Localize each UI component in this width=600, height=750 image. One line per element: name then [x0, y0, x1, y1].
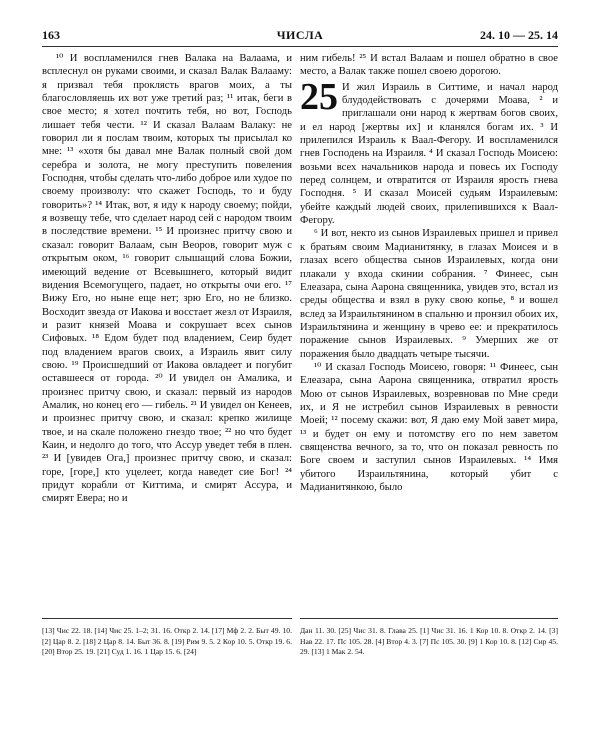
cross-references-right	[300, 626, 558, 736]
right-column	[300, 52, 558, 608]
verse-text: И жил Израиль в Ситтиме, и начал народ блудодействовать с дочерями Моава, ² и приглашали они народ к жертвам богов своих, и ел народ [жертвы их] и кланялся богам их. ³ И прилепился Израиль к Ваал-Фегору. И воспламенился гнев Господень на Израиля. ⁴ И сказал Господь Моисею: возьми всех начальников народа и повесь их Господу перед солнцем, и отвратится от Израиля ярость гнева Господня. ⁵ И сказал Моисей судьям Израилевым: убейте каждый людей своих, прилепившихся к Ваал-Фегору.	[300, 81, 558, 227]
verse-paragraph: ⁶ И вот, некто из сынов Израилевых пришел и привел к братьям своим Мадианитянку, в глазах Моисея и в глазах всего общества сынов Израилевых, когда они плакали у входа скинии собрания. ⁷ Финеес, сын Елеазара, сына Аарона священника, увидев это, встал из среды общества и взял в руку свою копье, ⁸ и вошел вслед за Израильтянином в спальню и пронзил обоих их, Израильтянина и женщину в чрево ее: и прекратилось поражение сынов Израилевых. ⁹ Умерших же от поражения было двадцать четыре тысячи.	[300, 228, 558, 360]
footnote-divider	[42, 618, 292, 619]
cross-reference-text: [13] Чис 22. 18. [14] Чис 25. 1–2; 31. 16. Откр 2. 14. [17] Мф 2. 2. Быт 49. 10. [2] Цар 8. 2. [18] 2 Цар 8. 14. Быт 36. 8. [19] Рим 9. 5. 2 Кор 10. 5. Откр 19. 6. [20] Втор 25. 19. [21] Суд 1. 16. 1 Цар 15. 6. [24]	[42, 626, 292, 657]
cross-references-left	[42, 626, 292, 736]
book-title: ЧИСЛА	[276, 28, 324, 42]
chapter-verse-reference: 24. 10 — 25. 14	[480, 28, 558, 42]
verse-paragraph: ¹⁰ И сказал Господь Моисею, говоря: ¹¹ Финеес, сын Елеазара, сына Аарона священника, отвратил ярость Мою от сынов Израилевых, возревновав по Мне среди их, и Я не истребил сынов Израилевых в ревности Моей; ¹² посему скажи: вот, Я даю ему Мой завет мира, ¹³ и будет он ему и потомству его по нем заветом священства вечного, за то, что он показал ревность по Боге своем и заступил сынов Израилевых. ¹⁴ Имя убитого Израильтянина, который убит с Мадианитянкою, было	[300, 361, 558, 493]
page-number: 163	[42, 28, 60, 42]
verse-paragraph: ним гибель! ²⁵ И встал Валаам и пошел обратно в свое место, а Валак также пошел своею дорогою.	[300, 53, 558, 78]
chapter-25-opening	[300, 75, 558, 228]
left-column	[42, 52, 292, 608]
verse-paragraph: ¹⁰ И воспламенился гнев Валака на Валаама, и всплеснул он руками своими, и сказал Валак Валааму: я призвал тебя проклясть врагов моих, а ты благословляешь их вот уже третий раз; ¹¹ итак, беги в свое место; я хотел почтить тебя, но вот, Господь лишает тебя чести. ¹² И сказал Валаам Валаку: не говорил ли я послам твоим, которых ты присылал ко мне: ¹³ «хотя бы давал мне Валак полный свой дом серебра и золота, не могу преступить повеления Господня, чтобы сделать что-либо доброе или худое по своему произволу: что скажет Господь, то и буду говорить»? ¹⁴ Итак, вот, я иду к народу своему; пойди, я возвещу тебе, что сделает народ сей с народом твоим в последствие времени. ¹⁵ И произнес притчу свою и сказал: говорит Валаам, сын Веоров, говорит муж с открытым оком, ¹⁶ говорит слышащий слова Божии, имеющий ведение от Всевышнего, который видит видения Всемогущего, падает, но открыты очи его. ¹⁷ Вижу Его, но ныне еще нет; зрю Его, но не близко. Восходит звезда от Иакова и восстает жезл от Израиля, и разит князей Моава и сокрушает всех сынов Сифовых. ¹⁸ Едом будет под владением, Сеир будет под владением врагов своих, а Израиль явит силу свою. ¹⁹ Происшедший от Иакова овладеет и погубит оставшееся от города. ²⁰ И увидел он Амалика, и произнес притчу свою, и сказал: первый из народов Амалик, но конец его — гибель. ²¹ И увидел он Кенеев, и произнес притчу свою, и сказал: крепко жилище твое, и на скале положено гнездо твое; ²² но что будет Каин, и недолго до того, что Ассур уведет тебя в плен. ²³ И [увидев Ога,] произнес притчу свою, и сказал: горе, [горе,] кто уцелеет, когда наведет сие Бог! ²⁴ придут корабли от Киттима, и смирят Ассура, и смирят Евера; но и	[42, 53, 292, 505]
page-header	[42, 26, 558, 47]
footnote-divider	[300, 618, 558, 619]
chapter-number: 25	[300, 75, 338, 118]
cross-reference-text: Дан 11. 30. [25] Чис 31. 8. Глава 25. [1] Чис 31. 16. 1 Кор 10. 8. Откр 2. 14. [3] Нав 22. 17. Пс 105. 28. [4] Втор 4. 3. [7] Пс 105. 30. [9] 1 Кор 10. 8. [12] Сир 45. 29. [13] 1 Мак 2. 54.	[300, 626, 558, 657]
